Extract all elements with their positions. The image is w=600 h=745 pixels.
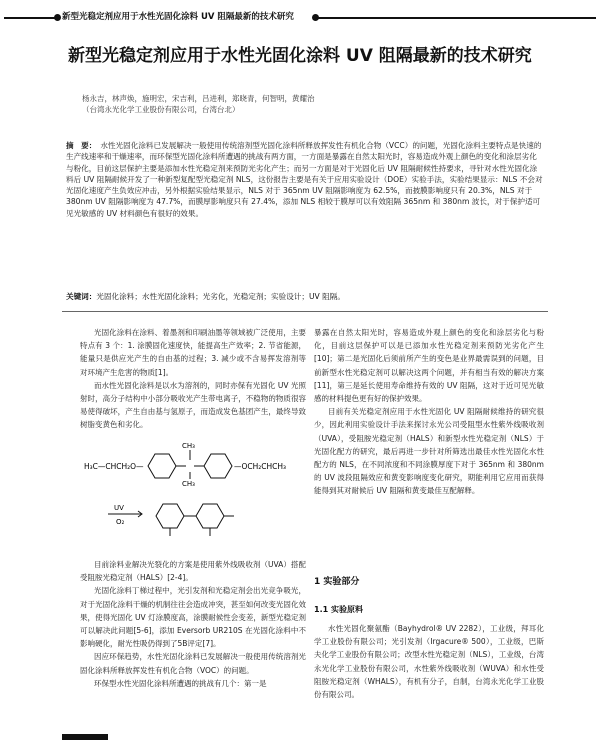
header-rule-left <box>4 17 56 19</box>
keywords-label: 关键词： <box>66 292 97 301</box>
body-paragraph: 目前涂料业解决光裂化的方案是使用紫外线吸收剂（UVA）搭配受阻胺光稳定剂（HALS）[2-4]。 <box>80 560 306 583</box>
benzene-ring-right <box>204 454 232 478</box>
reaction-condition-uv: UV <box>114 504 124 512</box>
running-header-text: 新型光稳定剂应用于水性光固化涂料 UV 阻隔最新的技术研究 <box>62 12 294 22</box>
author-block <box>82 93 315 115</box>
quinone-ring-right <box>196 504 224 528</box>
body-paragraph: 光固化涂料丁梯过程中，光引发剂和光稳定剂会出光竞争吸光，对于光固化涂料干燥的机制往往会造成冲突，甚至如何改变光固化效果，使得光固化 UV 灯涂膜度高，涂膜耐候性会变差，新型光稳定剂可以解决此问题[5-6]，添加 Eversorb UR210S 在光固化涂料中不影响硬化，耐光性吸仍得到了5B评定[7]。 <box>80 586 306 649</box>
section-divider <box>62 311 548 312</box>
left-column-top <box>80 326 306 432</box>
body-paragraph: 因应环保趋势，水性光固化涂料已发展解决一般使用传统溶剂光固化涂料所释放挥发性有机化合物（VOC）的问题。 <box>80 652 306 675</box>
formula-ch3-top: CH₃ <box>182 442 195 450</box>
header-bullet-left <box>54 14 61 21</box>
subsection-heading-materials: 1.1 实验原料 <box>314 605 363 614</box>
running-header <box>0 9 600 25</box>
footer-bar <box>62 734 108 740</box>
body-paragraph: 光固化涂料在涂料、着墨剂和印刷油墨等领域被广泛使用，主要特点有 3 个：1. 涂膜固化速度快，能提高生产效率；2. 节省能源，能量只是供应光产生的自由基的过程；3. 减少或不含易挥发溶剂等对环境产生危害的物质[1]。 <box>80 328 306 377</box>
formula-right-group: —OCH₂CHCH₃ <box>234 462 287 471</box>
body-paragraph: 水性光固化聚氨酯（Bayhydrol® UV 2282），工业级，拜耳化学工业股份有限公司；光引发剂（Irgacure® 500），工业级，巴斯夫化学工业股份有限公司；改型水性光稳定剂（NLS），工业级，台湾永光化学工业股份有限公司，水性紫外线吸收剂（WUVA）和水性受阻胺光稳定剂（WHALS），有机有分子，自制，台湾永光化学工业股份有限公司。 <box>314 624 544 700</box>
quinone-ring-left <box>156 504 184 528</box>
body-paragraph: 而水性光固化涂料是以水为溶剂的，同时亦保有光固化 UV 光照射时，高分子结构中小部分吸收光产生带电离子，不稳物的物质很容易使得破坏，产生自由基与氢原子，而造成发色基团产生，最终导致树脂变黄色和劣化。 <box>80 380 306 430</box>
author-affiliation: （台湾永光化学工业股份有限公司，台湾台北） <box>82 105 240 114</box>
section-heading-experiment: 1 实验部分 <box>314 577 360 587</box>
keywords-text: 光固化涂料；水性光固化涂料；光劣化，光稳定剂；实验设计；UV 阻隔。 <box>96 292 345 301</box>
benzene-ring-left <box>148 454 176 478</box>
left-column-bottom <box>80 558 306 690</box>
formula-left-group: H₃C—CHCH₂O— <box>84 462 144 471</box>
body-paragraph: 目前有关光稳定剂应用于水性光固化 UV 阻隔耐候维持的研究很少，因此利用实验设计手法来探讨永光公司受阻型水性紫外线吸收剂（UVA），受阻胺光稳定剂（HALS）和新型水性光稳定剂（NLS）于光固化配方的研究，最后再进一步针对所筛选出最佳水性光固化水性配方的 NLS，在不同浓度和不同涂膜厚度下对于 365nm 和 380nm 的 UV 波段阻隔效应和黄变影响度变化研究，期能利用它应用而获得能得到其对耐候后 UV 阻隔和黄变最佳互配解释。 <box>314 407 544 496</box>
chemical-reaction-diagram <box>84 436 314 554</box>
formula-ch3-bottom: CH₃ <box>182 480 195 488</box>
abstract-label: 摘 要： <box>66 141 97 150</box>
right-column <box>314 326 544 498</box>
body-paragraph: 暴露在自然太阳光时，容易造成外观上颜色的变化和涂层劣化与粉化，目前这层保护可以是已添加水性光稳定剂来预防光劣化产生[10]；第二是光固化后须前所产生的变色是业界最需误到的问题，目前新型水性光稳定剂可以解决这两个问题，并有相当有效的解决方案[11]，第三是延长使用寿命维持有效的 UV 阻隔，这对于近可见光敏感的材料提色更有好的保护效果。 <box>314 328 544 404</box>
abstract-text: 水性光固化涂料已发展解决一般使用传统溶剂型光固化涂料所释放挥发性有机化合物（VCC）的问题，光固化涂料主要特点是快速的生产线速率和干燥速率，而环保型光固化涂料所遭遇的挑战有两方面，一方面是暴露在自然太阳光时，容易造成外观上颜色的变化和涂层劣化与粉化，目前这层保护主要是添加水性光稳定剂来预防光劣化产生；而另一方面是对于光固化后 UV 阻隔耐候性持要求，寻针对水性光固化涂料后 UV 阻隔耐候开发了一种新型复配型光稳定剂 NLS，这份报告主要是有关于应用实验设计（DOE）实验手法，实验结果显示：NLS 不会对光固化速度产生负效应冲击，另外根据实验结果显示，NLS 对于 365nm UV 阻隔影响度为 62.5%，而披膜影响度只有 20.3%，NLS 对于 380nm UV 阻隔影响度为 47.7%，而膜厚影响度只有 27.4%，添加 NLS 相较于膜厚可以有效阻隔 365nm 和 380nm 波长，对于保护适可见光敏感的 UV 材料颜色有很好的效果。 <box>66 141 543 218</box>
header-rule-right <box>318 17 596 19</box>
author-list: 杨永吉，林声焕，施明宏，宋吉利，吕进利，郑晓青，何智明，黄耀治 <box>82 94 315 103</box>
materials-column <box>314 622 544 701</box>
article-title: 新型光稳定剂应用于水性光固化涂料 UV 阻隔最新的技术研究 <box>68 46 532 66</box>
keywords <box>66 291 544 302</box>
body-paragraph: 环保型水性光固化涂料所遭遇的挑战有几个：第一是 <box>94 678 267 688</box>
reaction-condition-o2: O₂ <box>116 518 125 526</box>
abstract <box>66 140 544 219</box>
